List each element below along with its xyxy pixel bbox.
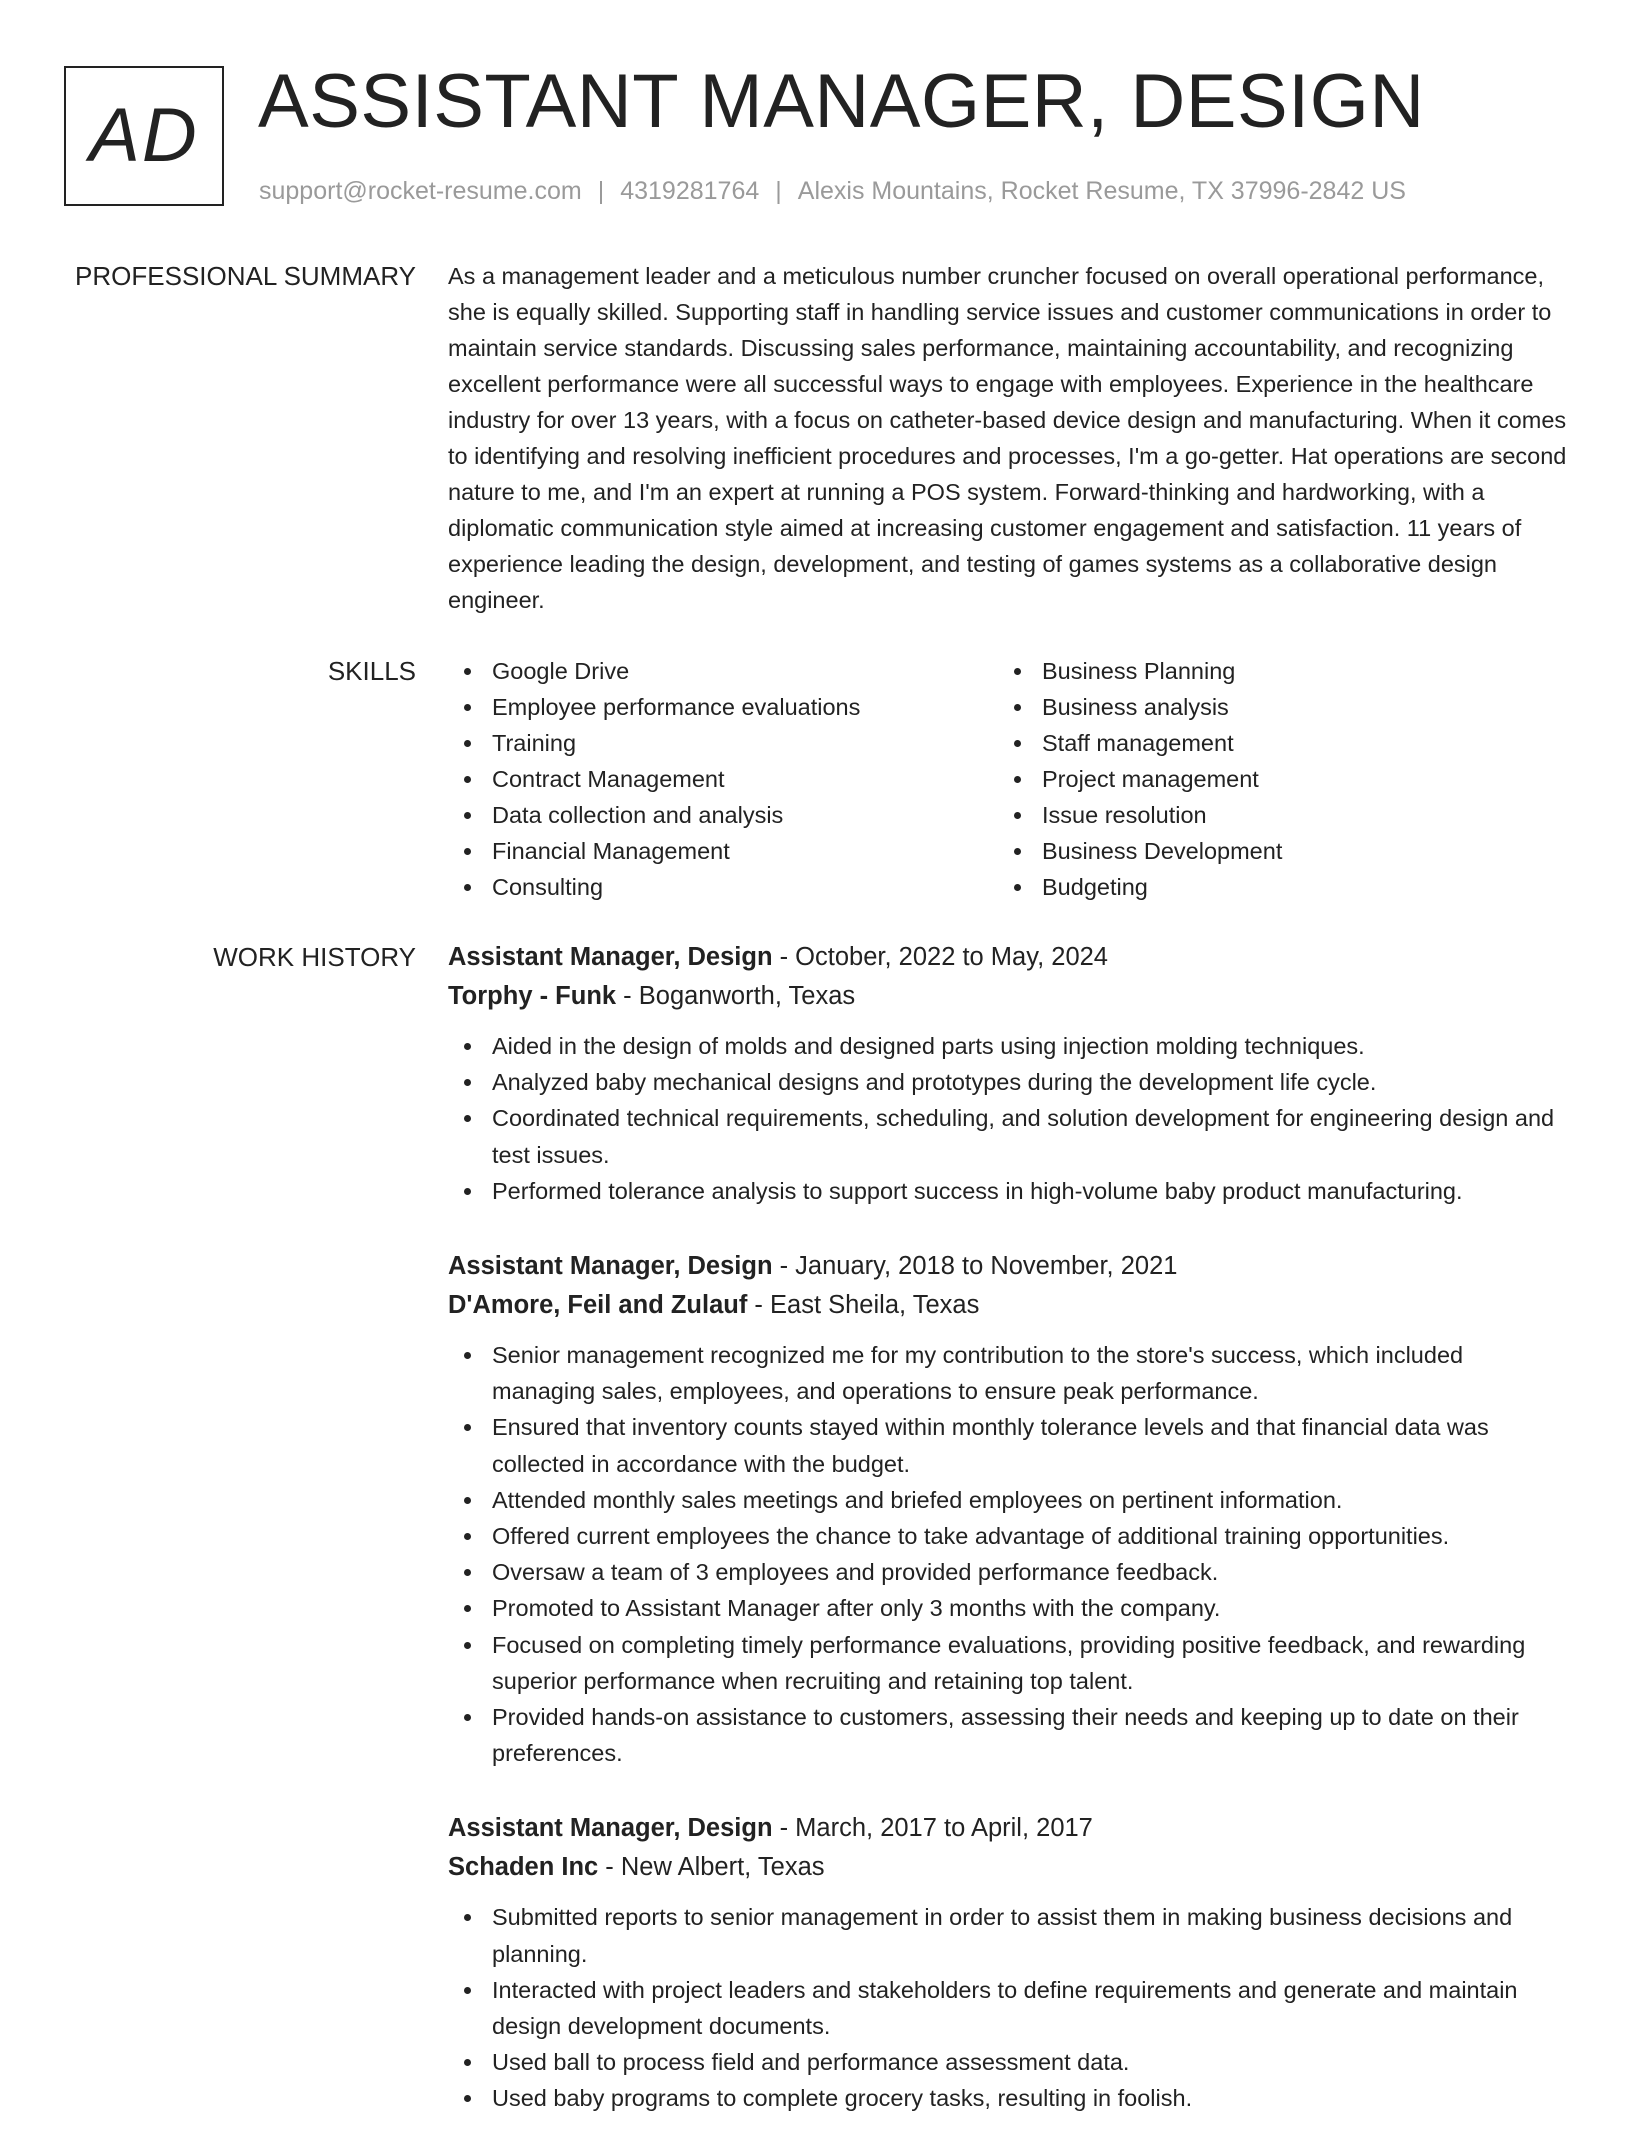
skill-item: Staff management: [998, 725, 1548, 761]
job-entry: [448, 1809, 1568, 2116]
job-duty-item: Used baby programs to complete grocery tasks, resulting in foolish.: [448, 2080, 1568, 2116]
job-location: - New Albert, Texas: [598, 1853, 825, 1882]
work-history-body: [448, 938, 1568, 2155]
job-company: D'Amore, Feil and Zulauf: [448, 1291, 748, 1320]
job-duty-item: Attended monthly sales meetings and briefed employees on pertinent information.: [448, 1482, 1568, 1518]
job-dates: - March, 2017 to April, 2017: [772, 1814, 1093, 1843]
job-duty-item: Senior management recognized me for my contribution to the store's success, which included managing sales, employees, and operations to ensure peak performance.: [448, 1337, 1568, 1409]
skill-item: Issue resolution: [998, 797, 1548, 833]
monogram-initials: AD: [89, 93, 199, 178]
job-duty-item: Interacted with project leaders and stakeholders to define requirements and generate and maintain design development documents.: [448, 1972, 1568, 2044]
summary-heading: PROFESSIONAL SUMMARY: [75, 261, 416, 291]
job-role: Assistant Manager, Design: [448, 1814, 773, 1843]
job-role-line: [448, 1247, 1568, 1286]
job-duty-item: Analyzed baby mechanical designs and prototypes during the development life cycle.: [448, 1064, 1568, 1100]
job-role: Assistant Manager, Design: [448, 1252, 773, 1281]
skill-item: Project management: [998, 761, 1548, 797]
job-dates: - October, 2022 to May, 2024: [772, 943, 1108, 971]
job-role-line: [448, 1809, 1568, 1848]
skill-item: Business Planning: [998, 653, 1548, 689]
job-role: Assistant Manager, Design: [448, 943, 773, 971]
job-company: Schaden Inc: [448, 1853, 599, 1882]
job-duty-item: Submitted reports to senior management in order to assist them in making business decisions and planning.: [448, 1899, 1568, 1971]
job-company-line: [448, 1848, 1568, 1887]
job-dates: - January, 2018 to November, 2021: [772, 1252, 1178, 1281]
contact-phone: 4319281764: [620, 177, 760, 205]
skill-item: Data collection and analysis: [448, 797, 998, 833]
job-entry: [448, 938, 1568, 1209]
job-company-line: [448, 977, 1568, 1016]
skill-item: Contract Management: [448, 761, 998, 797]
contact-address: Alexis Mountains, Rocket Resume, TX 37996-2842 US: [797, 177, 1406, 205]
job-duty-item: Provided hands-on assistance to customers, assessing their needs and keeping up to date on their preferences.: [448, 1699, 1568, 1771]
contact-email: support@rocket-resume.com: [259, 177, 582, 205]
job-duty-item: Offered current employees the chance to take advantage of additional training opportunities.: [448, 1518, 1568, 1554]
job-duty-item: Ensured that inventory counts stayed within monthly tolerance levels and that financial data was collected in accordance with the budget.: [448, 1409, 1568, 1481]
skill-item: Employee performance evaluations: [448, 689, 998, 725]
job-duty-item: Focused on completing timely performance evaluations, providing positive feedback, and rewarding superior performance when recruiting and retaining top talent.: [448, 1627, 1568, 1699]
job-entry: [448, 1247, 1568, 1771]
skill-item: Budgeting: [998, 869, 1548, 905]
job-duty-item: Used ball to process field and performance assessment data.: [448, 2044, 1568, 2080]
skill-item: Business Development: [998, 833, 1548, 869]
skill-item: Business analysis: [998, 689, 1548, 725]
job-duties-list: [448, 1337, 1568, 1771]
resume-title: ASSISTANT MANAGER, DESIGN: [258, 59, 1425, 144]
work-history-heading: WORK HISTORY: [213, 942, 416, 972]
job-location: - East Sheila, Texas: [747, 1291, 980, 1320]
skill-item: Training: [448, 725, 998, 761]
skills-column-right: [998, 653, 1548, 905]
job-company: Torphy - Funk: [448, 982, 617, 1010]
job-role-line: [448, 938, 1568, 977]
summary-text: As a management leader and a meticulous number cruncher focused on overall operational performance, she is equally skilled. Supporting staff in handling service issues and customer communications in order to maintain service standards. Discussing sales performance, maintaining accountability, and recognizing excellent performance were all successful ways to engage with employees. Experience in the healthcare industry for over 13 years, with a focus on catheter-based device design and manufacturing. When it comes to identifying and resolving inefficient procedures and processes, I'm a go-getter. Hat operations are second nature to me, and I'm an expert at running a POS system. Forward-thinking and hardworking, with a diplomatic communication style aimed at increasing customer engagement and satisfaction. 11 years of experience leading the design, development, and testing of games systems as a collaborative design engineer.: [448, 263, 1567, 613]
monogram-box: [64, 66, 224, 206]
contact-separator: |: [597, 177, 605, 205]
skill-item: Consulting: [448, 869, 998, 905]
job-duties-list: [448, 1899, 1568, 2116]
job-company-line: [448, 1286, 1568, 1325]
contact-line: [259, 174, 1406, 208]
job-duty-item: Aided in the design of molds and designed parts using injection molding techniques.: [448, 1028, 1568, 1064]
job-duty-item: Promoted to Assistant Manager after only 3 months with the company.: [448, 1590, 1568, 1626]
skill-item: Google Drive: [448, 653, 998, 689]
skill-item: Financial Management: [448, 833, 998, 869]
contact-separator: |: [775, 177, 782, 205]
skills-heading: SKILLS: [327, 656, 416, 686]
summary-body: [448, 258, 1568, 618]
job-duties-list: [448, 1028, 1568, 1209]
job-duty-item: Coordinated technical requirements, scheduling, and solution development for engineering design and test issues.: [448, 1100, 1568, 1172]
skills-column-left: [448, 653, 998, 905]
job-duty-item: Oversaw a team of 3 employees and provided performance feedback.: [448, 1554, 1568, 1590]
skills-body: [448, 653, 1568, 905]
job-duty-item: Performed tolerance analysis to support success in high-volume baby product manufacturing.: [448, 1173, 1568, 1209]
skills-grid: [448, 653, 1568, 905]
job-location: - Boganworth, Texas: [616, 982, 856, 1010]
